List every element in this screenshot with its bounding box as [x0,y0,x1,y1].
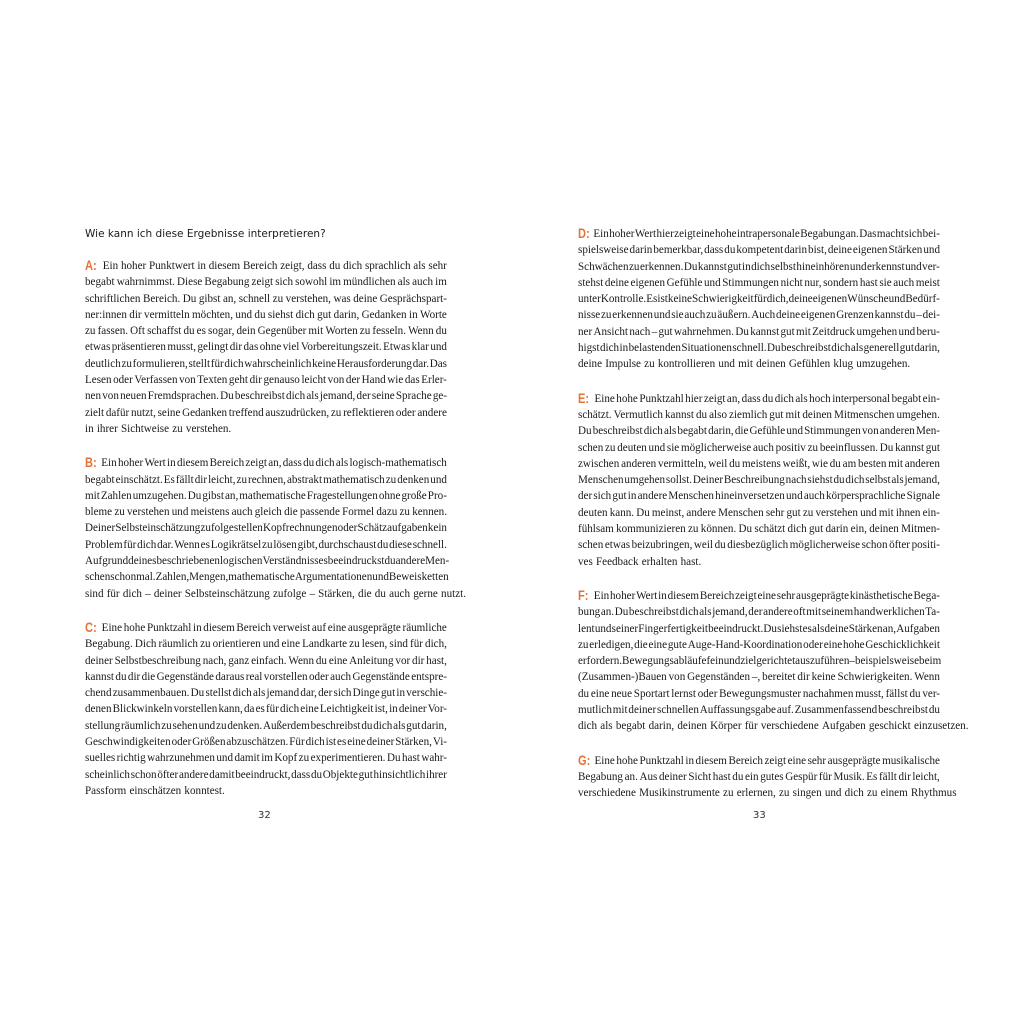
text-line: Lesen oder Verfassen von Texten geht dir genauso leicht von der Hand wie das Erler- [85,374,447,387]
text-line: spielsweise darin bemerkbar, dass du kompetent darin bist, deine eigenen Stärken und [578,244,940,257]
text-line: scheinlich schon öfter andere damit beeindruckt, dass du Objekte gut hinsichtlich ihrer [85,768,447,781]
text-line: begabt einschätzt. Es fällt dir leicht, zu rechnen, abstrakt mathematisch zu denken und [85,473,447,486]
page-number: 32 [258,810,271,821]
text-line: in ihrer Sichtweise zu verstehen. [85,422,232,435]
text-line: D: Ein hoher Wert hier zeigt eine hohe intrapersonale Begabung an. Das macht sich bei- [578,226,940,241]
paragraph [578,587,969,735]
section-marker: E: [578,390,590,406]
text-line: Aufgrund deines beschriebenen logischen Verständnisses beeindruckst du andere Men- [85,555,450,568]
text-line: chend zusammenbauen. Du stellst dich als jemand dar, der sich Dinge gut in verschie- [85,687,447,700]
text-line: Menschen umgehen sollst. Deiner Beschreibung nach siehst du dich selbst als jemand, [578,474,940,487]
text-line: der sich gut in andere Menschen hineinversetzen und auch körpersprachliche Signale [578,490,940,503]
text-line: B: Ein hoher Wert in diesem Bereich zeigt an, dass du dich als logisch-mathematisch [85,455,447,471]
text-line: C: Eine hohe Punktzahl in diesem Bereich verweist auf eine ausgeprägte räumliche [85,619,447,635]
text-line: schätzt. Vermutlich kannst du also ziemlich gut mit deinen Mitmenschen umgehen. [578,408,940,421]
text-line: fühlsam kommunizieren zu können. Du schätzt dich gut darin ein, deinen Mitmen- [578,523,940,536]
paragraph [578,752,957,802]
text-line: deiner Selbstbeschreibung nach, ganz einfach. Wenn du eine Anleitung vor dir hast, [85,654,447,667]
text-line: ner Ansicht nach – gut wahrnehmen. Du kannst gut mit Zeitdruck umgehen und beru- [578,325,940,338]
text-line: deutlich zu formulieren, stellt für dich wahrscheinlich keine Herausforderung dar. Das [85,357,447,370]
section-marker: D: [578,226,590,241]
text-line: higst dich in belastenden Situationen schnell. Du beschreibst dich als generell gut darin, [578,342,940,355]
paragraph [85,620,447,799]
text-line: suelles richtig wahrzunehmen und damit im Kopf zu experimentieren. Du hast wahr- [85,752,447,765]
section-marker: A: [85,258,97,273]
text-line: schen etwas beizubringen, weil du diesbezüglich möglicherweise schon öfter positi- [578,539,940,552]
text-line: du eine neue Sportart lernst oder Bewegungsmuster nachahmen musst, fällst du ver- [578,687,940,700]
paragraph [85,455,466,602]
text-line: schen schon mal. Zahlen, Mengen, mathematische Argumentationen und Beweisketten [85,571,449,584]
paragraph [85,258,447,437]
text-line: E: Eine hohe Punktzahl hier zeigt an, dass du dich als hoch interpersonal begabt ein- [578,390,940,406]
text-line: mit Zahlen umzugehen. Du gibst an, mathematische Fragestellungen ohne große Pro- [85,489,447,502]
section-marker: G: [578,752,591,768]
text-line: denen Blickwinkeln vorstellen kann, da es für dich eine Leichtigkeit ist, in deiner Vor- [85,703,447,716]
text-line: schen zu deuten und sie möglicherweise auch positiv zu beeinflussen. Du kannst gut [578,441,940,454]
text-line: nen von neuen Fremdsprachen. Du beschreibst dich als jemand, der seine Sprache ge- [85,390,447,403]
text-line: deine Impulse zu kontrollieren und mit deinen Gefühlen klug umzugehen. [578,358,911,371]
text-line: Schwächen zu erkennen. Du kannst gut in dich selbst hineinhören und erkennst und ver- [578,260,940,273]
page-right [512,0,1024,1024]
text-line: G: Eine hohe Punktzahl in diesem Bereich zeigt eine sehr ausgeprägte musikalische [578,752,940,768]
text-column-right [578,226,969,820]
text-line: zielt dafür nutzt, seine Gedanken treffend auszudrücken, zu reflektieren oder andere [85,406,447,419]
text-line: zu erledigen, die eine gute Auge-Hand-Koordination oder eine hohe Geschicklichkeit [578,638,940,651]
section-heading: Wie kann ich diese Ergebnisse interpretieren? [85,228,326,240]
text-line: Begabung. Dich räumlich zu orientieren und eine Landkarte zu lesen, sind für dich, [85,638,447,651]
text-line: nisse zu erkennen und sie auch zu äußern. Auch deine eigenen Grenzen kannst du – dei- [578,309,940,322]
text-line: Deiner Selbsteinschätzung zufolge stellen Kopfrechnungen oder Schätzaufgaben kein [85,522,447,535]
text-line: verschiedene Musikinstrumente zu erlernen, zu singen und dich zu einem Rhythmus [578,787,957,800]
text-line: bleme zu verstehen und meistens auch gleich die passende Formel dazu zu kennen. [85,506,447,519]
text-line: stellung räumlich zu sehen und zu denken. Außerdem beschreibst du dich als gut darin, [85,719,447,732]
text-line: schriftlichen Bereich. Du gibst an, schnell zu verstehen, was deine Gesprächspart- [85,292,447,305]
text-line: unter Kontrolle. Es ist keine Schwierigkeit für dich, deine eigenen Wünsche und Bedürf- [578,293,940,306]
paragraph [578,226,940,373]
text-line: kannst du dir die Gegenstände daraus real vorstellen oder auch Gegenstände entspre- [85,670,447,683]
text-line: ves Feedback erhalten hast. [578,555,702,568]
text-line: Begabung an. Aus deiner Sicht hast du ein gutes Gespür für Musik. Es fällt dir leicht, [578,770,940,783]
text-line: Geschwindigkeiten oder Größen abzuschätzen. Für dich ist es eine deiner Stärken, Vi- [85,736,447,749]
section-marker: C: [85,619,97,635]
page-number: 33 [753,810,766,821]
text-line: A: Ein hoher Punktwert in diesem Bereich zeigt, dass du dich sprachlich als sehr [85,258,447,273]
text-line: ner:innen dir vermitteln möchten, und du siehst dich gut darin, Gedanken in Worte [85,308,447,321]
text-line: lent und seiner Fingerfertigkeit beeindruckt. Du siehst es als deine Stärken an, Aufgaben [578,622,940,635]
text-line: zu fassen. Oft schaffst du es sogar, dein Gegenüber mit Worten zu fesseln. Wenn du [85,325,447,338]
text-line: zwischen anderen vermitteln, weil du meistens weißt, wie du am besten mit anderen [578,457,940,470]
text-column-left [85,258,466,817]
text-line: dich als begabt darin, deinen Körper für verschiedene Aufgaben geschickt einzusetzen. [578,720,969,733]
text-line: etwas präsentieren musst, gelingt dir das ohne viel Vorbereitungszeit. Etwas klar und [85,341,447,354]
text-line: bung an. Du beschreibst dich als jemand, der andere oft mit seinem handwerklichen Ta- [578,606,940,619]
text-line: deuten kann. Du meinst, andere Menschen sehr gut zu verstehen und mit ihnen ein- [578,506,940,519]
section-marker: F: [578,587,589,603]
paragraph [578,391,940,570]
text-line: Du beschreibst dich als begabt darin, die Gefühle und Stimmungen von anderen Men- [578,425,940,438]
text-line: erfordern. Bewegungsabläufe fein und zielgerichtet auszuführen – beispielsweise beim [578,655,942,668]
text-line: Passform einschätzen konntest. [85,784,225,797]
section-marker: B: [85,455,97,471]
text-line: begabt wahrnimmst. Diese Begabung zeigt sich sowohl im mündlichen als auch im [85,276,447,289]
text-line: stehst deine eigenen Gefühle und Stimmungen nicht nur, sondern hast sie auch meist [578,276,940,289]
text-line: Problem für dich dar. Wenn es Logikrätsel zu lösen gibt, durchschaust du diese schnell. [85,538,447,551]
text-line: F: Ein hoher Wert in diesem Bereich zeigt eine sehr ausgeprägte kinästhetische Bega- [578,587,940,603]
text-line: sind für dich – deiner Selbsteinschätzung zufolge – Stärken, die du auch gerne nutzt. [85,587,466,600]
text-line: (Zusammen-)Bauen von Gegenständen –, bereitet dir keine Schwierigkeiten. Wenn [578,671,940,684]
text-line: mutlich mit deiner schnellen Auffassungsgabe auf. Zusammenfassend beschreibst du [578,704,940,717]
